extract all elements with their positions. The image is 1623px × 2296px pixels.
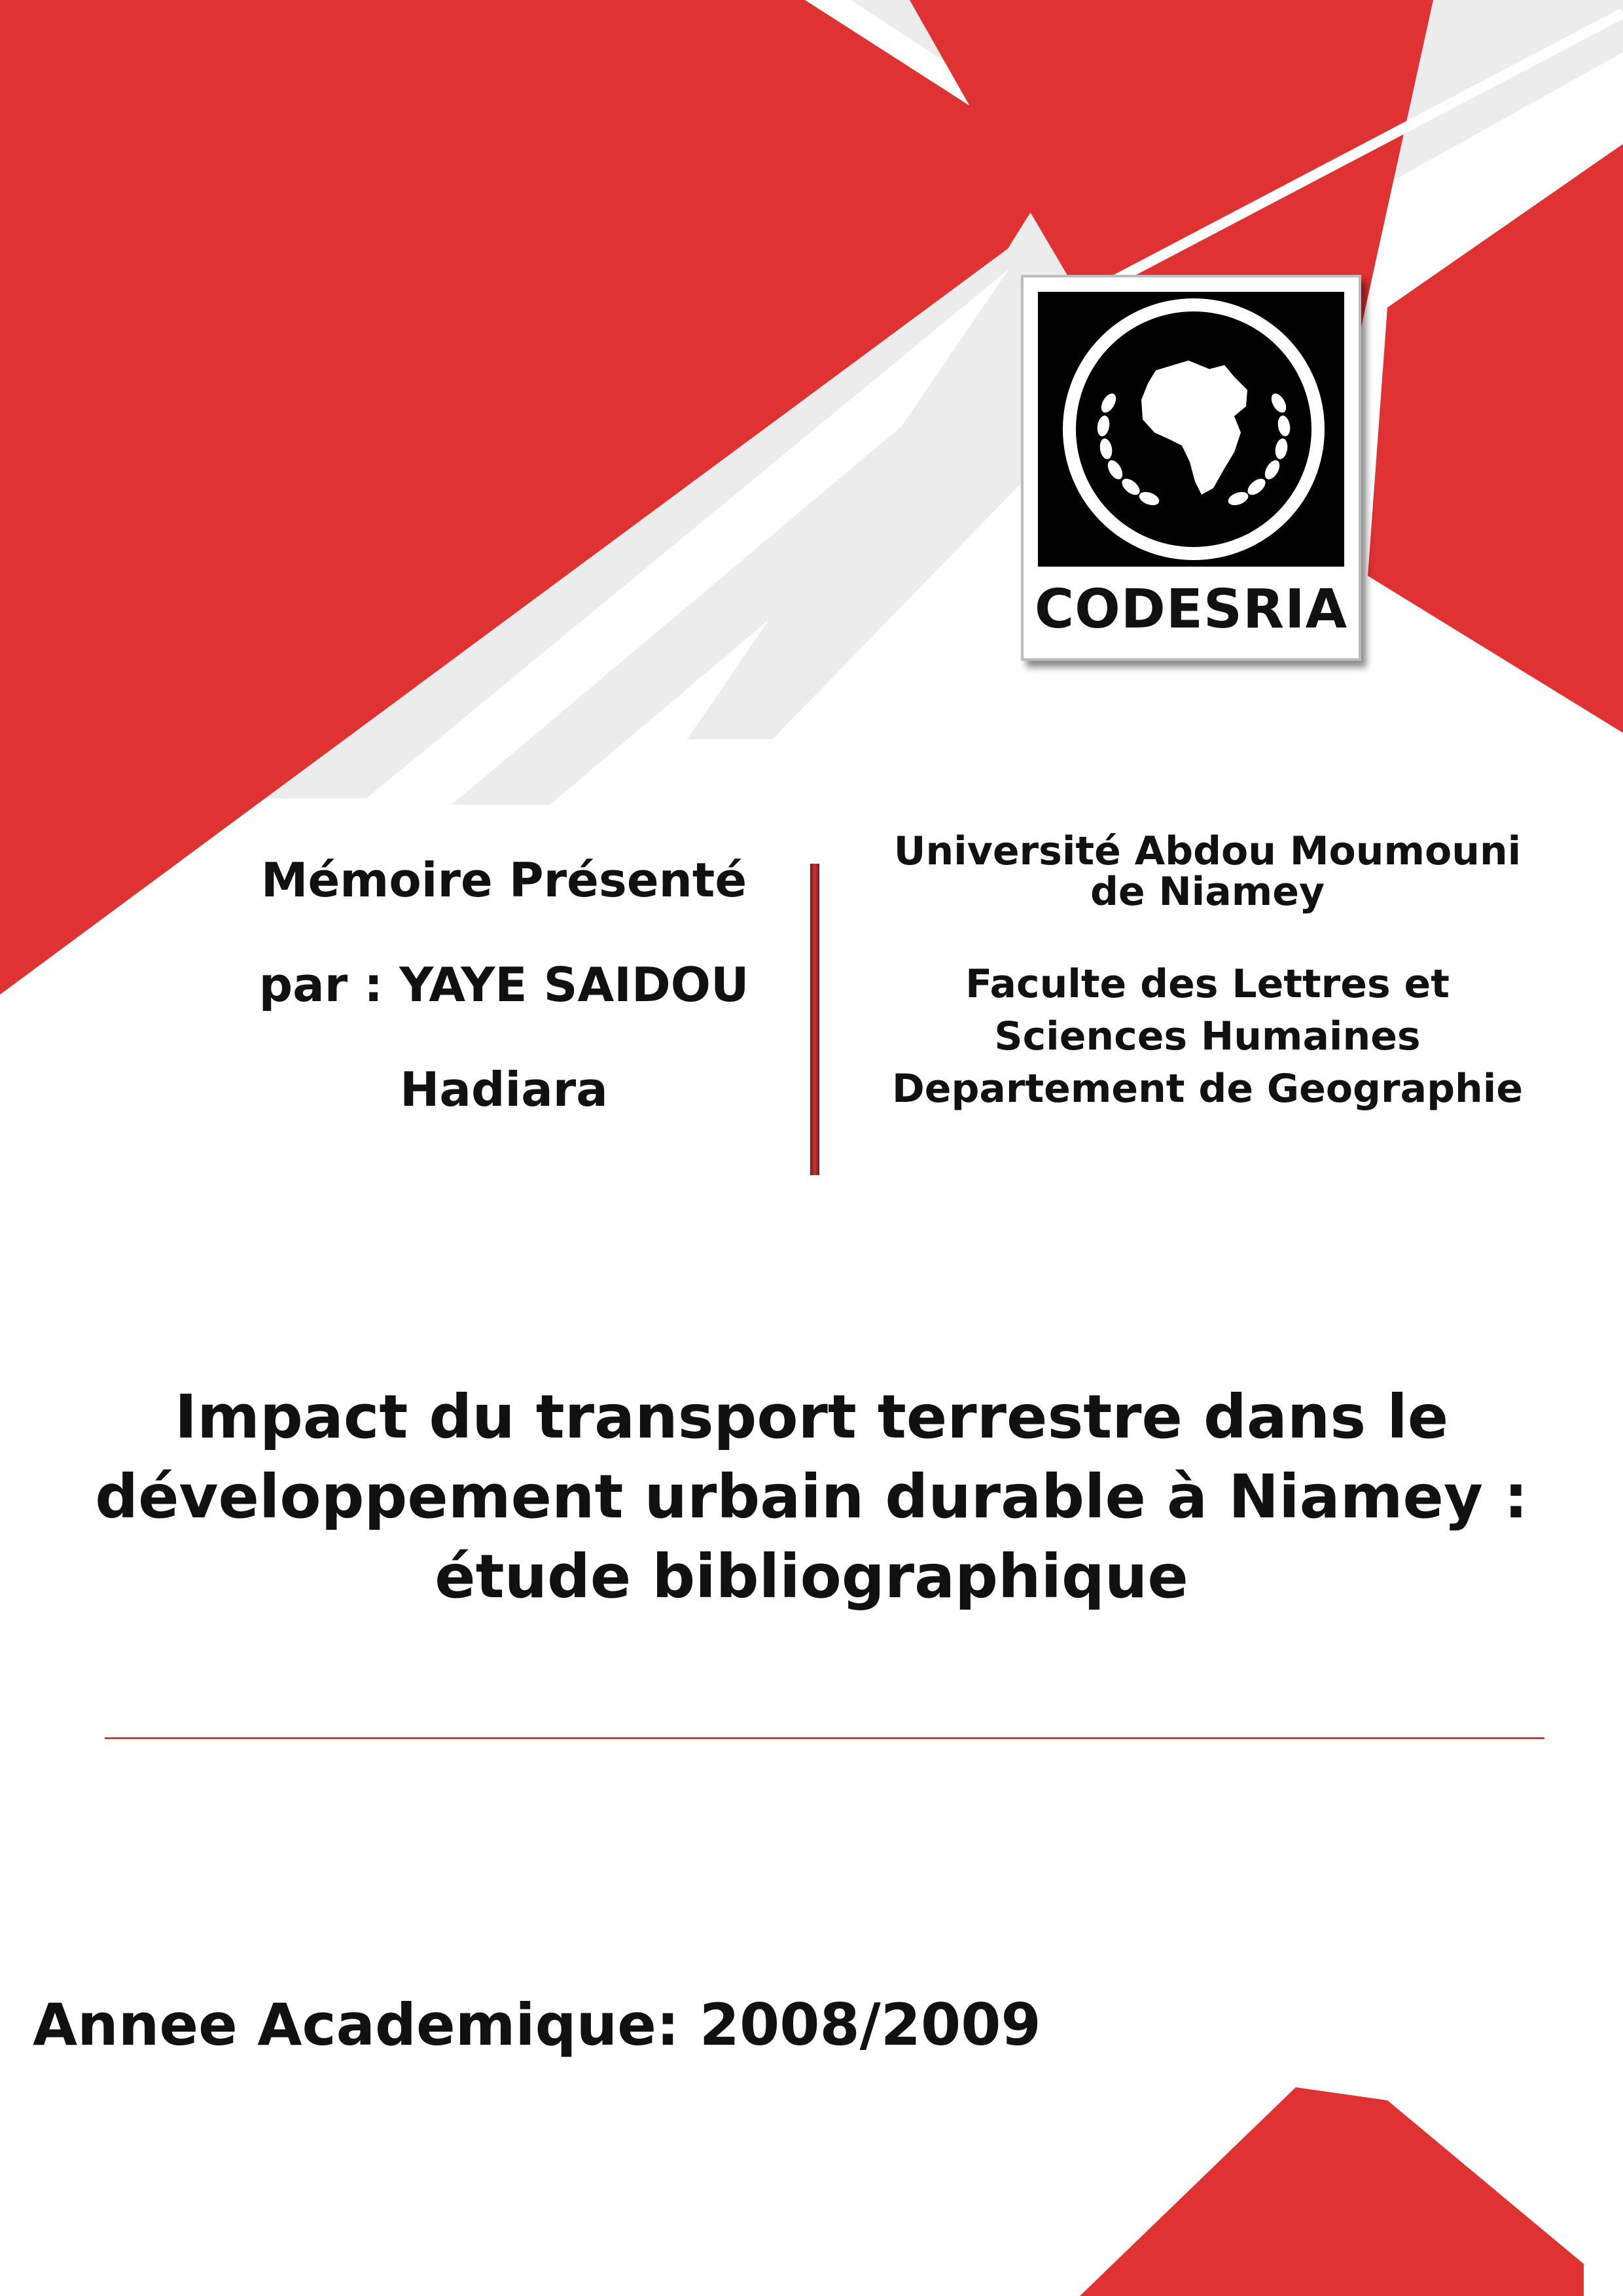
- africa-laurel-emblem-icon: [1038, 292, 1349, 567]
- vertical-divider: [810, 864, 819, 1175]
- university-line-2: de Niamey: [1090, 869, 1325, 915]
- university-line-1: Université Abdou Moumouni: [893, 828, 1522, 874]
- department-line: Departement de Geographie: [891, 1066, 1524, 1112]
- memoire-label: Mémoire Présenté: [260, 853, 747, 908]
- academic-year: Annee Academique: 2008/2009: [33, 1991, 1041, 2058]
- faculty-line-1: Faculte des Lettres et: [965, 961, 1450, 1007]
- title-line-2: développement urbain durable à Niamey :: [95, 1462, 1528, 1532]
- title-line-1: Impact du transport terrestre dans le: [174, 1382, 1449, 1452]
- red-wedge-right: [1368, 144, 1623, 733]
- logo-wordmark: CODESRIA: [1034, 578, 1348, 641]
- faculty-line-2: Sciences Humaines: [994, 1014, 1421, 1059]
- horizontal-rule: [105, 1737, 1544, 1739]
- red-corner-shape-bottom-right: [1080, 2087, 1584, 2296]
- presenter-block: [196, 844, 812, 1158]
- presenter-line: par : YAYE SAIDOU: [259, 957, 749, 1012]
- logo-emblem-panel: [1038, 292, 1344, 567]
- presenter-name: Hadiara: [400, 1062, 608, 1117]
- title-line-3: étude bibliographique: [435, 1542, 1188, 1612]
- institution-block: [844, 828, 1571, 1115]
- document-title: [39, 1377, 1584, 1617]
- codesria-logo: [1021, 275, 1361, 661]
